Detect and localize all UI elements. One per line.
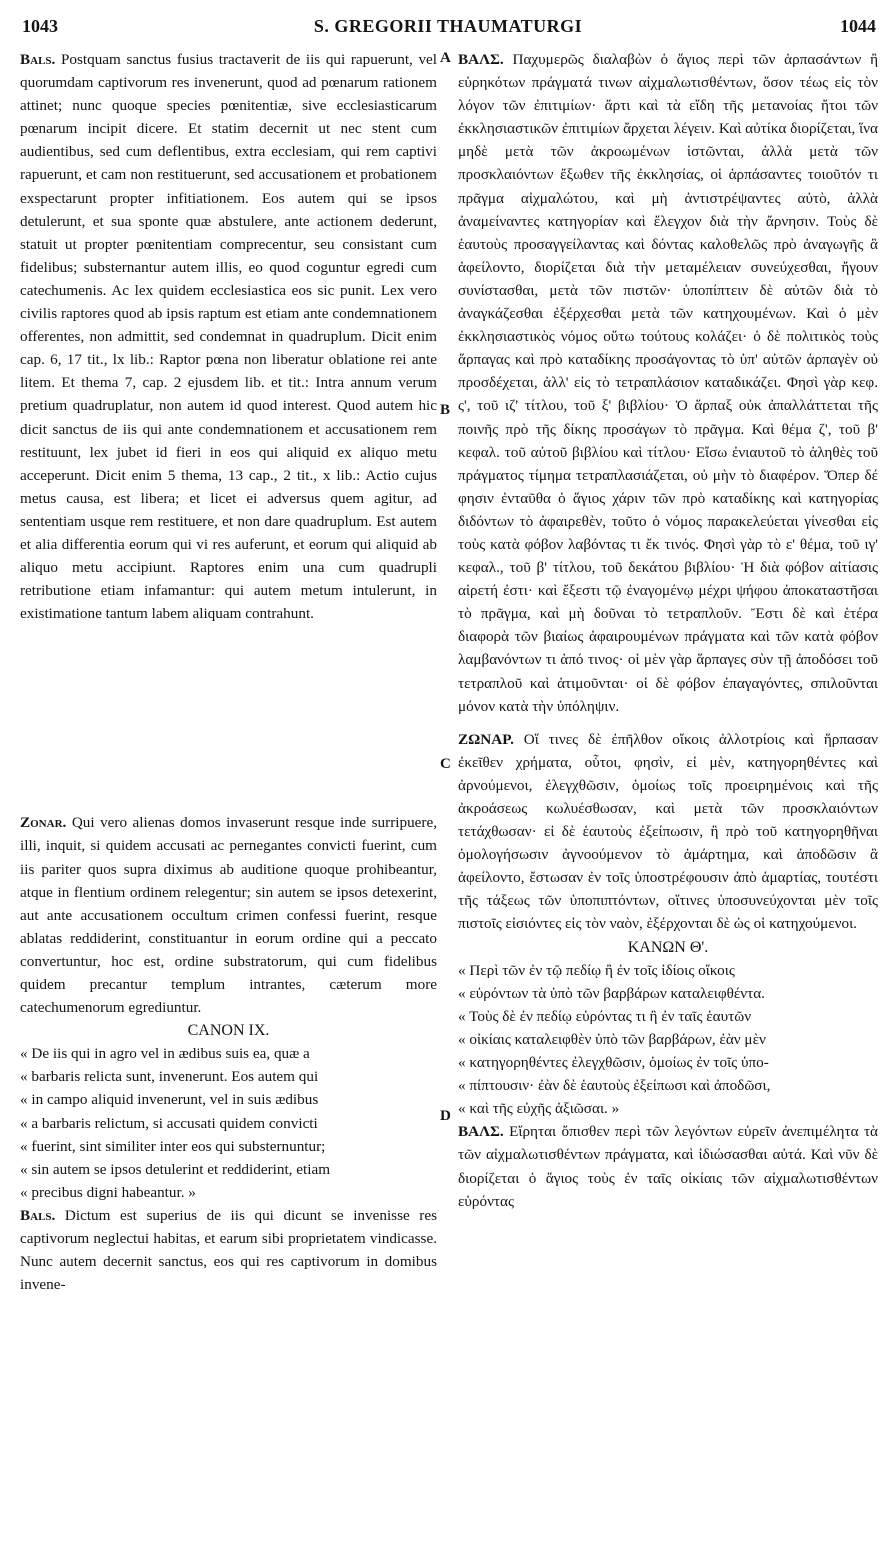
canon-line: « De iis qui in agro vel in ædibus suis ea, quæ a (20, 1045, 310, 1063)
balsamon-commentary-greek-2 (458, 1120, 878, 1212)
zonaras-commentary-latin (20, 811, 437, 1019)
balsamon-commentary-latin (20, 48, 437, 625)
canon-text-latin (20, 1042, 437, 1204)
commentary-text: Οἵ τινες δὲ ἐπῆλθον οἴκοις ἀλλοτρίοις καὶ ἥρπασαν ἐκεῖθεν χρήματα, οὗτοι, φησὶν, εἰ μὲν, κατηγορηθέντες καὶ ἀρνούμενοι, ἐλεγχθῶσιν, ὁμοίως τοῖς προειρημένοις καὶ τῆς ἀκροάσεως κωλυέσθωσαν, καὶ μετὰ τῶν προσκλαιόντων τετάχθωσαν· εἰ δὲ ἑαυτοὺς ἐξείπωσιν, ἢ πρὸ τοῦ κατηγορηθῆναι ὁμολογήσωσιν ἀγνοούμενον τὸ ἁμάρτημα, καὶ ἀποδῶσιν ἃ ἀφείλοντο, ἔστωσαν ἐν τοῖς ὑποστρέφουσιν ἀπὸ ἁμαρτίας, τουτέστι τῆς τάξεως τῶν ὑποπιπτόντων, οἵτινες ὑποσυνεύχονται μὲν τοῖς πιστοῖς εἰσιόντες εἰς τὸν ναὸν, ἐξέρχονται δὲ ὡς οἱ κατηχούμενοι. (458, 730, 879, 933)
canon-line: « in campo aliquid invenerunt, vel in suis ædibus (20, 1091, 319, 1109)
canon-title-latin: CANON IX. (187, 1022, 270, 1040)
commentator-label: ΒΑΛΣ. (458, 51, 504, 68)
margin-letter-c: C (440, 756, 451, 772)
margin-letter-b: B (440, 402, 451, 418)
commentator-label: Bals. (20, 1206, 56, 1224)
commentator-label: ΒΑΛΣ. (458, 1123, 504, 1141)
commentary-text: Εἴρηται ὄπισθεν περὶ τῶν λεγόντων εὑρεῖν ἀνεπιμέλητα τὰ τῶν αἰχμαλωτισθέντων πράγματα, καὶ ἰδιώσασθαι αὐτά. Καὶ νῦν δὲ διορίζεται ὁ ἅγιος τοὺς ἐν ταῖς οἰκίαις τῶν αἰχμαλωτισθέντων εὑρόντας (458, 1123, 879, 1210)
commentary-text: Postquam sanctus fusius tractaverit de iis qui rapuerunt, vel quorumdam captivorum res invenerunt, quod ad pœnarum rationem attinet; nunc quoque species pœnitentiæ, sive ecclesiasticarum pœnarum incipit dicere. Et statim decernit ut nec stent cum audientibus, sed cum deflentibus, extra ecclesiam, qui rem captivi rapuerunt, et cam non restituerunt, sed accusationem et probationem exspectarunt propter infitiationem. Eos autem qui se ipsos detulerunt, et sua sponte quæ abstulere, ante actionem dederunt, statuit ut propter pœnitentiam comprecentur, seu consistant cum fidelibus; substernantur autem illis, eo quod coguntur egredi cum catechumenis. Ac lex quidem ecclesiastica eos sic punit. Lex vero civilis raptores quod ab ipsis raptum est etiam ante condemnationem offerentes, non admittit, sed condemnat in quadruplum. Dicit enim cap. 6, 17 tit., lx lib.: Raptor pœna non liberatur oblatione rei ante litem. Et thema 7, cap. 2 ejusdem lib. et tit.: Intra annum verum pretium quadruplatur, non autem id quod interest. Quod autem hic dicit sanctus de iis qui ante condemnationem et accusationem rem restituunt, lex jubet id fieri in eos qui aliquid ex aliquo metu acceperunt. Dicit enim 5 thema, 13 cap., 2 tit., x lib.: Actio cujus metus causa, est libera; et licet ei adversus quem agitur, ad sententiam usque rem restituere, et non dare quadruplum. Est autem et alia differentia eorum qui vi res auferunt, et eorum qui aliquid ab aliquo metu accipiunt. Raptores enim una cum quadrupli retributione etiam infamantur: qui autem metum intulerunt, in existimatione tantum labem aliquam contrahunt. (20, 51, 438, 623)
canon-line: « καὶ τῆς εὐχῆς ἀξιῶσαι. » (458, 1100, 620, 1118)
running-header (0, 16, 896, 40)
canon-line: « Τοὺς δὲ ἐν πεδίῳ εὑρόντας τι ἢ ἐν ταῖς ἑαυτῶν (458, 1007, 752, 1025)
page-number-left: 1043 (22, 16, 58, 36)
commentary-text: Παχυμερῶς διαλαβὼν ὁ ἅγιος περὶ τῶν ἁρπασάντων ἢ εὑρηκότων πράγματά τινων αἰχμαλωτισθέντων, ὅσον τέως εἰς τὸν λόγον τῶν ἐπιτιμίων· ἄρτι καὶ τὰ εἴδη τῆς μετανοίας ἤτοι τῶν ἐκκλησιαστικῶν ἐπιτιμίων ἄρχεται λέγειν. Καὶ αὐτίκα διορίζεται, ἵνα μηδὲ μετὰ τῶν ἀκροωμένων ἱστῶνται, ἀλλὰ μετὰ τῶν προσκλαιόντων ἔξωθεν τῆς ἐκκλησίας, οἱ ἁρπάσαντες τοιοῦτόν τι πρᾶγμα αἰχμαλώτου, καὶ μὴ ἀντιστρέψαντες αὐτὸ, ἀλλὰ ἀναμείναντες κατηγορίαν καὶ ἔλεγχον διὰ τὴν ἄρνησιν. Τοὺς δὲ ἑαυτοὺς προσαγγείλαντας καὶ δόντας καλοθελῶς πρὸ ἀναγωγῆς ἃ ἀφείλοντο, διορίζεται διὰ τὴν μεταμέλειαν συνεύχεσθαι, ἤγουν συνίστασθαι, μετὰ τῶν πιστῶν· ὑποπίπτειν δὲ αὐτῶν διὰ τὸ ἀναγκάζεσθαι ἐξέρχεσθαι μετὰ τῶν κατηχουμένων. Καὶ ὁ μὲν ἐκκλησιαστικὸς νόμος οὕτω τούτους κολάζει· ὁ δὲ πολιτικὸς τοὺς ἅρπαγας καὶ πρὸ καταδίκης προσάγοντας τὸ ὑπ' αὐτῶν ἁρπαγὲν οὐ προσδέχεται, ἀλλ' εἰς τὸ τετραπλάσιον καταδικάζει. Φησὶ γὰρ κεφ. ς', τοῦ ιζ' τίτλου, τοῦ ξ' βιβλίου· Ὁ ἅρπαξ οὐκ ἀπαλλάττεται τῆς ποινῆς πρὸ τῆς δίκης προσάγων τὸ πρᾶγμα. Καὶ θέμα ζ', τοῦ β' κεφαλ. τοῦ αὐτοῦ βιβλίου καὶ τίτλου· Εἴσω ἐνιαυτοῦ τὸ ἀληθὲς τοῦ πράγματος τίμημα τετραπλασιάζεται, οὐ μὴν τὸ διαφέρον. Ὅπερ δέ φησιν ἐνταῦθα ὁ ἅγιος χάριν τῶν πρὸ καταδίκης καὶ κατηγορίας διδόντων τὸ ἀφαιρεθὲν, τοῦτο ὁ νόμος παρακελεύεται γίνεσθαι εἰς τοὺς κατὰ φόβον λαβόντας τι ἔκ τινός. Φησὶ γὰρ τὸ ε' θέμα, τοῦ ιγ' κεφαλ., τοῦ β' τίτλου, τοῦ δεκάτου βιβλίου· Ἡ διὰ φόβον αἰτίασις αἱρετή ἐστι· καὶ ἔξεστι τῷ ἐναγομένῳ μέχρι ψήφου ἀποκαταστῆσαι τὸ πρᾶγμα, καὶ μὴ δοῦναι τὸ τετραπλοῦν. Ἔστι δὲ καὶ ἑτέρα διαφορὰ τῶν βιαίως ἀφαιρουμένων πράγματα καὶ τῶν κατὰ φόβον λαμβανόντων τι ἀπό τινος· οἱ μὲν γὰρ ἅρπαγες σὺν τῇ ἀποδόσει τοῦ τετραπλοῦ καὶ ἀτιμοῦνται· οἱ δὲ φόβον ἐπαγαγόντες, σπιλοῦνται μόνον κατὰ τὴν ὑπόληψιν. (458, 51, 879, 715)
margin-letter-a: A (440, 50, 451, 66)
canon-line: « πίπτουσιν· ἐὰν δὲ ἑαυτοὺς ἐξείπωσι καὶ ἀποδῶσι, (458, 1077, 771, 1095)
canon-line: « Περὶ τῶν ἐν τῷ πεδίῳ ἢ ἐν τοῖς ἰδίοις οἴκοις (458, 961, 735, 979)
greek-column (458, 48, 878, 1213)
latin-column (20, 48, 437, 1296)
canon-line: « sin autem se ipsos detulerint et reddiderint, etiam (20, 1160, 331, 1178)
commentator-label: Zonar. (20, 814, 67, 832)
canon-line: « barbaris relicta sunt, invenerunt. Eos autem qui (20, 1068, 319, 1086)
running-title: S. GREGORII THAUMATURGI (313, 16, 583, 36)
canon-line: « precibus digni habeantur. » (20, 1183, 196, 1201)
balsamon-commentary-latin-2 (20, 1204, 437, 1296)
balsamon-commentary-greek (458, 48, 878, 718)
zonaras-commentary-greek (458, 728, 878, 936)
margin-letter-d: D (440, 1108, 451, 1124)
commentary-text: Qui vero alienas domos invaserunt resque inde surripuere, illi, inquit, si quidem accusati ac pernegantes convicti fuerint, cum iis pariter quos supra diximus ab auditione quoque prohibeantur, atque in flentium ordinem relegentur; sin autem se ipsos detexerint, aut ante accusationem occultum crimen confessi fuerint, resque ablatas reddiderint, constituantur in eorum ordine qui a peccato convertuntur, hoc est, ordine substratorum, qui cum fidelibus quidem precantur templum intrantes, cæterum more catechumenorum egrediuntur. (20, 814, 437, 1017)
canon-line: « a barbaris relictum, si accusati quidem convicti (20, 1114, 318, 1132)
canon-line: « κατηγορηθέντες ἐλεγχθῶσιν, ὁμοίως ἐν τοῖς ὑπο- (458, 1054, 769, 1072)
canon-line: « οἰκίαις καταλειφθὲν ὑπὸ τῶν βαρβάρων, ἐὰν μὲν (458, 1030, 766, 1048)
commentator-label: Bals. (20, 51, 56, 68)
commentator-label: ΖΩΝΑΡ. (458, 730, 514, 748)
page-number-right: 1044 (840, 16, 876, 36)
commentary-text: Dictum est superius de iis qui dicunt se invenisse res captivorum neglectui habitas, et earum sibi proprietatem vindicasse. Nunc autem decernit sanctus, eos qui res captivorum in domibus invene- (20, 1206, 438, 1294)
canon-text-greek (458, 959, 878, 1121)
canon-line: « εὑρόντων τὰ ὑπὸ τῶν βαρβάρων καταλειφθέντα. (458, 984, 765, 1002)
canon-title-greek: ΚΑΝΩΝ Θ'. (627, 938, 709, 956)
canon-line: « fuerint, sint similiter inter eos qui substernuntur; (20, 1137, 326, 1155)
